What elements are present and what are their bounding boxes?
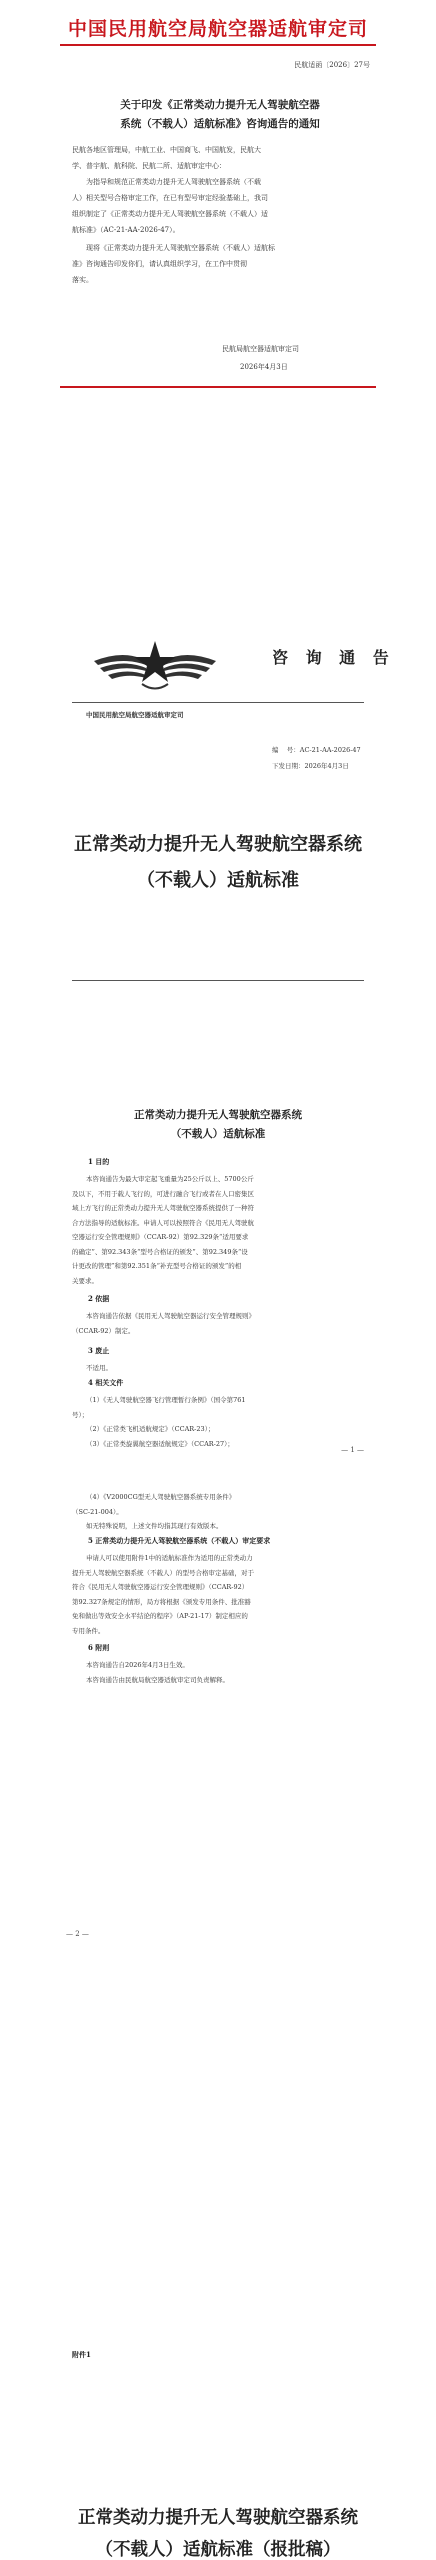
text-line: 准》咨询通告印发你们，请认真组织学习，在工作中贯彻 bbox=[72, 260, 247, 268]
paragraph-purpose bbox=[72, 1172, 368, 1288]
text-line: 为指导和规范正常类动力提升无人驾驶航空器系统（不载 bbox=[86, 178, 261, 186]
org-header: 中国民用航空局航空器适航审定司 bbox=[67, 18, 368, 40]
cover-title bbox=[40, 827, 396, 899]
annex-title-line: 正常类动力提升无人驾驶航空器系统 bbox=[78, 2508, 358, 2528]
text-line: （CCAR-92）制定。 bbox=[72, 1326, 135, 1335]
text-line: 如无特殊说明，上述文件均指其现行有效版本。 bbox=[86, 1522, 223, 1530]
signature-date: 2026年4月3日 bbox=[240, 363, 288, 371]
section-title-line: 正常类动力提升无人驾驶航空器系统 bbox=[134, 1109, 302, 1121]
text-line: 关要求。 bbox=[72, 1276, 98, 1285]
text-line: 号）； bbox=[72, 1410, 89, 1419]
notice-page bbox=[0, 0, 436, 420]
paragraph-supplementary bbox=[72, 1658, 368, 1687]
annex-title-line: （不载人）适航标准（报批稿） bbox=[95, 2540, 341, 2560]
text-line: 不适用。 bbox=[86, 1364, 112, 1372]
annex-label: 附件1 bbox=[72, 2350, 91, 2359]
text-line: 现将《正常类动力提升无人驾驶航空器系统（不载人）适航标 bbox=[86, 244, 275, 252]
notice-title-line: 关于印发《正常类动力提升无人驾驶航空器 bbox=[120, 99, 320, 111]
text-line: （3）《正常类旋翼航空器适航规定》（CCAR-27）； bbox=[86, 1439, 234, 1448]
cover-title-line: 正常类动力提升无人驾驶航空器系统 bbox=[74, 834, 362, 855]
text-line: 本咨询通告依据《民用无人驾驶航空器运行安全管理规则》 bbox=[86, 1312, 255, 1320]
text-line: 计更改的管理”和第92.351条“补充型号合格证的颁发”的相 bbox=[72, 1262, 242, 1270]
paragraph bbox=[72, 240, 364, 288]
caac-wings-star-emblem-icon bbox=[90, 635, 220, 695]
text-line: 航标准》（AC-21-AA-2026-47）。 bbox=[72, 226, 180, 234]
section-title-line: （不载人）适航标准 bbox=[170, 1128, 266, 1140]
body-page-2 bbox=[0, 1490, 436, 2270]
text-line: 专用条件。 bbox=[72, 1626, 105, 1635]
heading-related-docs: 4 相关文件 bbox=[88, 1378, 124, 1387]
paragraph-repeal bbox=[72, 1361, 368, 1376]
recipients bbox=[72, 142, 364, 174]
paragraph-related-docs bbox=[72, 1393, 368, 1451]
text-line: 本咨询通告为最大审定起飞重量为25公斤以上、5700公斤 bbox=[86, 1175, 254, 1183]
issue-value: 2026年4月3日 bbox=[304, 762, 349, 770]
footer-red-rule bbox=[60, 386, 376, 388]
text-line: 学、普宇航、航科院、民航二所、适航审定中心： bbox=[72, 162, 226, 170]
number-label-suffix: 号： bbox=[286, 746, 300, 754]
page-number: — 2 — bbox=[66, 1930, 89, 1938]
text-line: 的确定”、第92.343条“型号合格证的颁发”、第92.349条“设 bbox=[72, 1247, 248, 1256]
heading-purpose: 1 目的 bbox=[88, 1157, 110, 1166]
text-line: 符合《民用无人驾驶航空器运行安全管理规则》（CCAR-92） bbox=[72, 1583, 249, 1591]
text-line: 免和做出等效安全水平结论的程序》（AP-21-17）制定相应的 bbox=[72, 1612, 248, 1620]
text-line: 本咨询通告由民航局航空器适航审定司负责解释。 bbox=[86, 1675, 229, 1684]
cover-heading: 咨 询 通 告 bbox=[272, 648, 395, 667]
text-line: （4）《V2000CG型无人驾驶航空器系统专用条件》 bbox=[86, 1493, 236, 1501]
text-line: 第92.327条规定的情形，局方将根据《颁发专用条件、批准豁 bbox=[72, 1597, 251, 1606]
issue-label: 下发日期： bbox=[272, 762, 305, 770]
text-line: 人）相关型号合格审定工作，在已有型号审定经验基础上，我司 bbox=[72, 194, 268, 202]
page-number: — 1 — bbox=[341, 1446, 364, 1454]
cover-rule-top bbox=[72, 702, 364, 703]
notice-title-line: 系统（不载人）适航标准》咨询通告的通知 bbox=[120, 118, 320, 130]
section-title bbox=[0, 1106, 436, 1144]
header-red-rule bbox=[60, 44, 376, 46]
doc-number-line bbox=[272, 745, 361, 754]
text-line: 申请人可以使用附件1中的适航标准作为适用的正常类动力 bbox=[86, 1554, 253, 1562]
text-line: （2）《正常类飞机适航规定》（CCAR-23）； bbox=[86, 1425, 215, 1433]
text-line: 空器运行安全管理规则》（CCAR-92）第92.329条“适用要求 bbox=[72, 1233, 249, 1241]
doc-number: 民航适函〔2026〕27号 bbox=[294, 61, 370, 69]
heading-requirements: 5 正常类动力提升无人驾驶航空器系统（不载人）审定要求 bbox=[88, 1536, 271, 1545]
notice-title bbox=[80, 96, 360, 134]
paragraph bbox=[72, 174, 364, 238]
heading-basis: 2 依据 bbox=[88, 1294, 110, 1303]
text-line: 及以下，不用于载人飞行的，可进行融合飞行或者在人口密集区 bbox=[72, 1189, 254, 1198]
text-line: 提升无人驾驶航空器系统（不载人）的型号合格审定基础，对于 bbox=[72, 1568, 254, 1577]
annex-page bbox=[0, 2270, 436, 2560]
paragraph-related-docs-cont bbox=[72, 1490, 368, 1534]
paragraph-requirements bbox=[72, 1551, 368, 1638]
signature: 民航局航空器适航审定司 bbox=[222, 345, 299, 353]
text-line: （SC-21-004）。 bbox=[72, 1507, 123, 1516]
issue-date-line bbox=[272, 761, 349, 770]
number-value: AC-21-AA-2026-47 bbox=[299, 746, 361, 754]
body-page-1 bbox=[0, 1020, 436, 1490]
heading-supplementary: 6 附则 bbox=[88, 1643, 110, 1652]
text-line: 合方法指导的适航标准。申请人可以按照符合《民用无人驾驶航 bbox=[72, 1218, 254, 1227]
cover-title-line: （不载人）适航标准 bbox=[137, 870, 299, 891]
text-line: 本咨询通告自2026年4月3日生效。 bbox=[86, 1661, 189, 1669]
text-line: （1）《无人驾驶航空器飞行管理暂行条例》（国令第761 bbox=[86, 1396, 246, 1404]
text-line: 落实。 bbox=[72, 276, 93, 284]
paragraph-basis bbox=[72, 1309, 368, 1338]
cover-page bbox=[0, 420, 436, 1020]
text-line: 组织制定了《正常类动力提升无人驾驶航空器系统（不载人）适 bbox=[72, 210, 268, 218]
cover-rule-bottom bbox=[72, 980, 364, 981]
heading-repeal: 3 废止 bbox=[88, 1346, 110, 1355]
text-line: 域上方飞行的正常类动力提升无人驾驶航空器系统提供了一种符 bbox=[72, 1204, 254, 1212]
text-line: 民航各地区管理局，中航工业、中国商飞、中国航发，民航大 bbox=[72, 146, 261, 154]
cover-org-name: 中国民用航空局航空器适航审定司 bbox=[86, 711, 184, 719]
number-label: 编 bbox=[272, 746, 279, 754]
annex-title bbox=[0, 2502, 436, 2560]
